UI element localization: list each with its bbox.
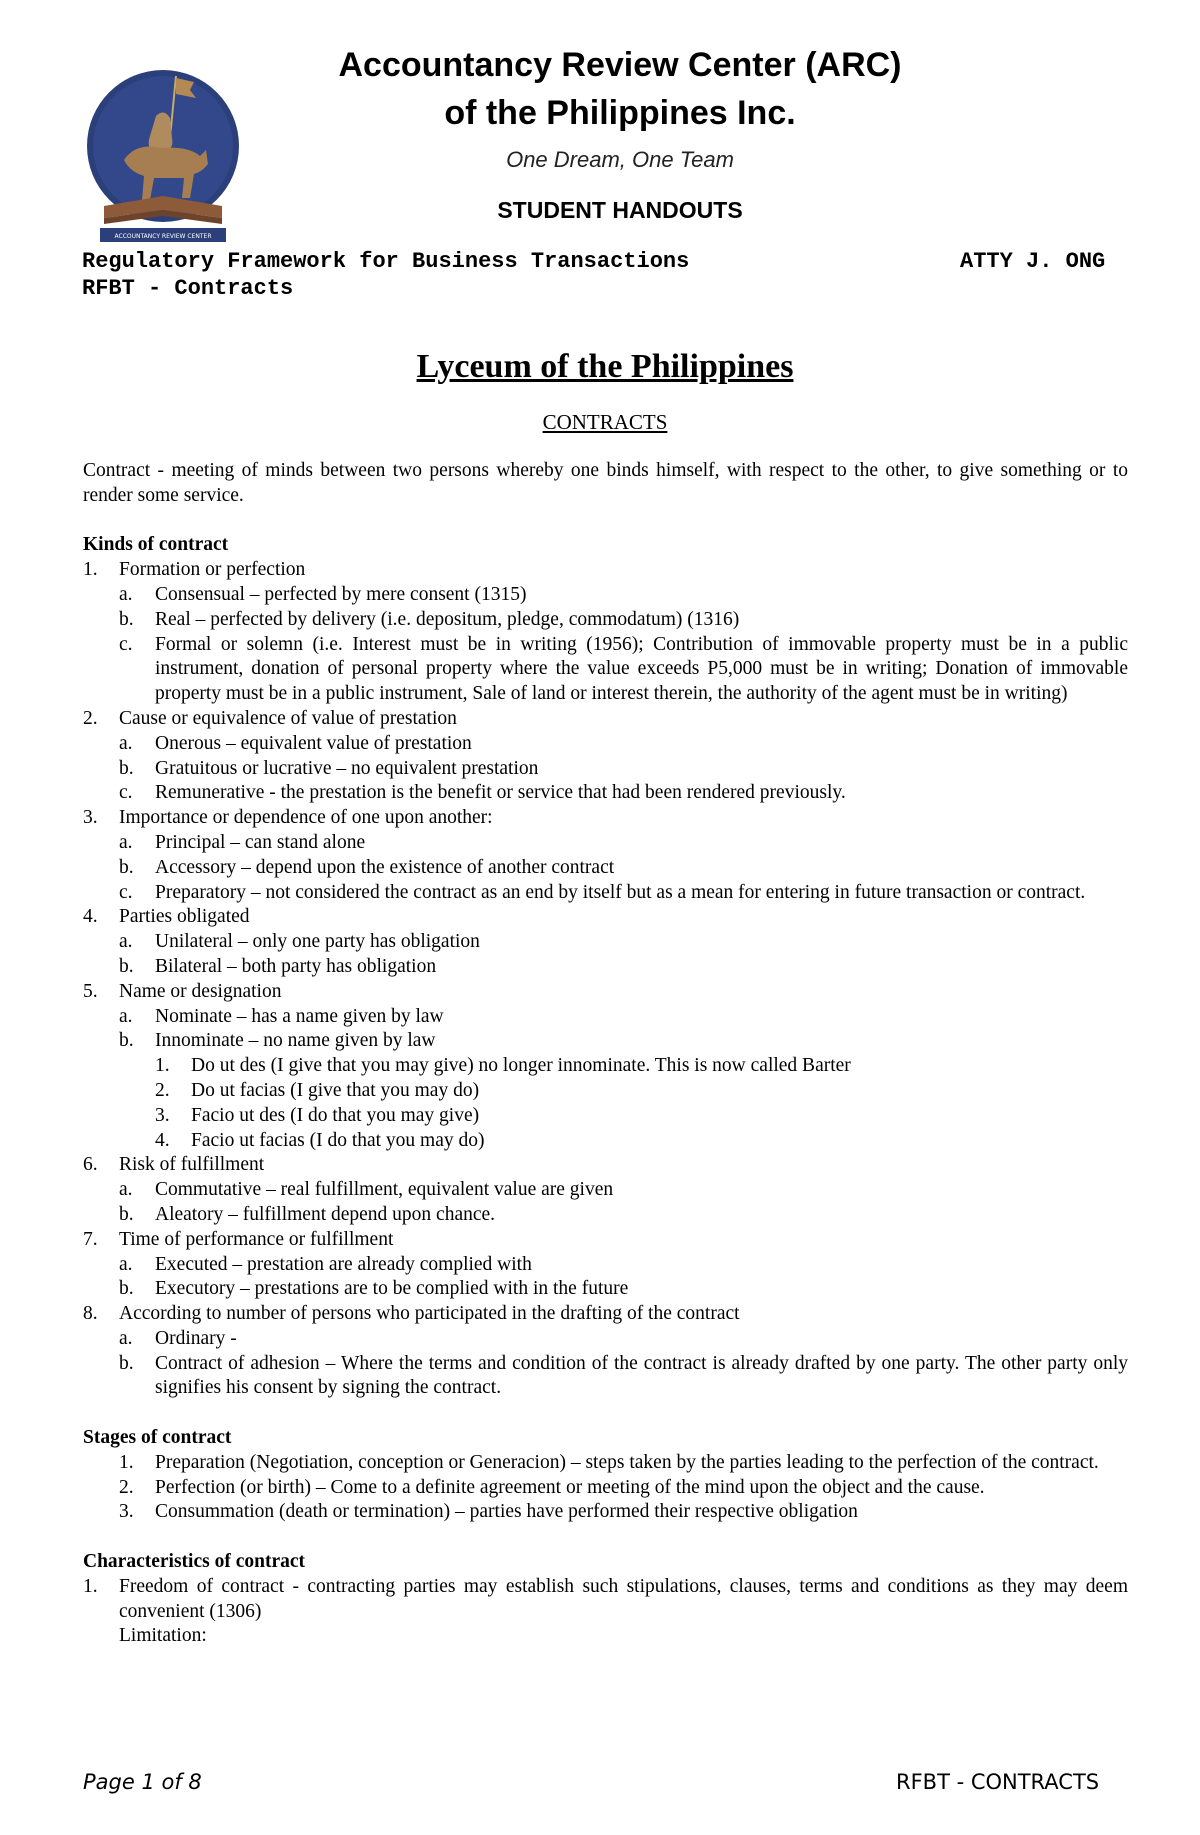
list-item: b. Contract of adhesion – Where the terms and condition of the contract is already drafted by one party. The other party only signifies his consent by signing the contract. (119, 1352, 1128, 1399)
document-body (83, 459, 1128, 1674)
list-item: a. Commutative – real fulfillment, equivalent value are given (119, 1179, 614, 1201)
arc-logo (84, 68, 242, 246)
author: ATTY J. ONG (960, 249, 1106, 274)
topic-line: RFBT - Contracts (82, 276, 294, 301)
list-item: 2. Perfection (or birth) – Come to a definite agreement or meeting of the mind upon the object and the cause. (119, 1476, 985, 1498)
list-item: a. Principal – can stand alone (119, 831, 366, 853)
stages-section (83, 1426, 1128, 1525)
limitation-label: Limitation: (119, 1625, 207, 1647)
list-item: 2. Cause or equivalence of value of prestation (83, 707, 457, 729)
section-title: Stages of contract (83, 1427, 232, 1449)
document-title: CONTRACTS (542, 410, 668, 434)
section-title: Characteristics of contract (83, 1551, 305, 1573)
list-item: b. Bilateral – both party has obligation (119, 955, 437, 977)
list-item: c. Formal or solemn (i.e. Interest must be in writing (1956); Contribution of immovable property must be in a public instrument, donation of personal property where the value exceeds P5,000 must be in writing; Donation of immovable property must be in a public instrument, Sale of land or interest therein, the authority of the agent must be in writing) (119, 633, 1128, 705)
list-item: a. Consensual – perfected by mere consent (1315) (119, 583, 527, 605)
list-item: b. Accessory – depend upon the existence of another contract (119, 856, 615, 878)
list-item: c. Preparatory – not considered the contract as an end by itself but as a mean for entering in future transaction or contract. (119, 881, 1086, 903)
list-item: 4. Facio ut facias (I do that you may do) (155, 1129, 485, 1151)
list-item: 1. Do ut des (I give that you may give) no longer innominate. This is now called Barter (155, 1055, 851, 1077)
list-item: 7. Time of performance or fulfillment (83, 1228, 394, 1250)
section-title: Kinds of contract (83, 534, 229, 556)
footer-title: RFBT - CONTRACTS (896, 1770, 1100, 1794)
org-name-line1: Accountancy Review Center (ARC) (338, 46, 902, 84)
list-item: 1. Formation or perfection (83, 559, 306, 581)
list-item: b. Executory – prestations are to be complied with in the future (119, 1278, 629, 1300)
list-item: a. Nominate – has a name given by law (119, 1005, 444, 1027)
list-item: a. Ordinary - (119, 1327, 237, 1349)
list-item: 2. Do ut facias (I give that you may do) (155, 1079, 480, 1101)
list-item: a. Executed – prestation are already complied with (119, 1253, 532, 1275)
org-name-line2: of the Philippines Inc. (444, 94, 796, 132)
kinds-section (83, 533, 1128, 1401)
list-item: 3. Importance or dependence of one upon another: (83, 807, 493, 829)
doc-type: STUDENT HANDOUTS (497, 197, 743, 223)
list-item: 1. Preparation (Negotiation, conception or Generacion) – steps taken by the parties leading to the perfection of the contract. (119, 1451, 1099, 1473)
list-item: 4. Parties obligated (83, 906, 250, 928)
list-item: 6. Risk of fulfillment (83, 1154, 265, 1176)
list-item: b. Gratuitous or lucrative – no equivalent prestation (119, 757, 539, 779)
svg-text:ACCOUNTANCY REVIEW CENTER: ACCOUNTANCY REVIEW CENTER (114, 233, 212, 240)
list-item: a. Unilateral – only one party has obligation (119, 931, 480, 953)
characteristics-section (83, 1550, 1128, 1649)
list-item: 3. Consummation (death or termination) – parties have performed their respective obligation (119, 1501, 858, 1523)
list-item: 8. According to number of persons who participated in the drafting of the contract (83, 1303, 740, 1325)
list-item: b. Innominate – no name given by law (119, 1030, 436, 1052)
list-item: 1. Freedom of contract - contracting parties may establish such stipulations, clauses, terms and conditions as they may deem convenient (1306) (83, 1575, 1128, 1622)
school-title: Lyceum of the Philippines (416, 348, 794, 385)
list-item: b. Aleatory – fulfillment depend upon chance. (119, 1203, 496, 1225)
page-number: Page 1 of 8 (83, 1770, 202, 1794)
list-item: a. Onerous – equivalent value of prestation (119, 732, 472, 754)
subject-line: Regulatory Framework for Business Transactions (82, 249, 690, 274)
motto: One Dream, One Team (506, 147, 734, 172)
list-item: 3. Facio ut des (I do that you may give) (155, 1104, 480, 1126)
list-item: b. Real – perfected by delivery (i.e. depositum, pledge, commodatum) (1316) (119, 608, 740, 630)
intro-paragraph: Contract - meeting of minds between two persons whereby one binds himself, with respect to the other, to give something or to render some service. (83, 460, 1128, 506)
list-item: 5. Name or designation (83, 980, 282, 1002)
list-item: c. Remunerative - the prestation is the benefit or service that had been rendered previously. (119, 782, 846, 804)
